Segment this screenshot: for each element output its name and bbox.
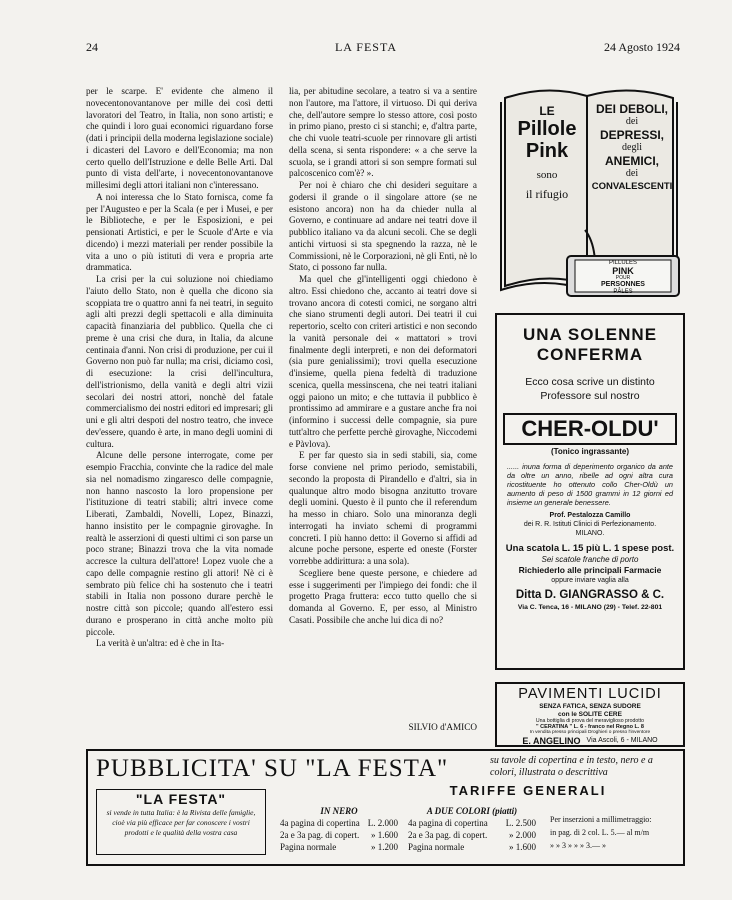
rates-millimetre bbox=[550, 813, 678, 852]
rate-row: 2a e 3a pag. di copert. » 2.000 bbox=[408, 830, 536, 840]
ad-intro: Professore sul nostro bbox=[540, 390, 640, 402]
ad-cher-oldu bbox=[495, 313, 685, 670]
la-festa-box bbox=[96, 789, 266, 855]
ad-pink-pills bbox=[497, 70, 681, 306]
author-signature: SILVIO d'AMICO bbox=[408, 722, 477, 732]
doctor-name: Prof. Pestalozza Camillo bbox=[549, 512, 631, 519]
rate-row: Pagina normale » 1.200 bbox=[280, 842, 398, 852]
rate-row: 2a e 3a pag. di copert. » 1.600 bbox=[280, 830, 398, 840]
vaglia-note: oppure inviare vaglia alla bbox=[551, 577, 629, 584]
ad-pavimenti-lucidi bbox=[495, 682, 685, 747]
ad-headline: CONFERMA bbox=[536, 345, 644, 364]
publicity-title: PUBBLICITA' SU "LA FESTA" bbox=[96, 755, 449, 782]
box-title: "LA FESTA" bbox=[135, 791, 227, 807]
rates-heading: A DUE COLORI (piatti) bbox=[426, 806, 518, 816]
article-column-1 bbox=[86, 86, 273, 650]
ad-publicity-rates bbox=[86, 749, 685, 866]
vendor-line bbox=[497, 736, 683, 746]
buy-note: Richiederlo alle principali Farmacie bbox=[518, 565, 662, 575]
price: Una scatola L. 15 più L. 1 spese post. bbox=[505, 543, 675, 554]
ad-line: con le SOLITE CERE bbox=[558, 710, 622, 718]
paragraph: Scegliere bene queste persone, e chiedere ad esse i suggerimenti per l'impiego dei fondi: che il progetto Praga fruttera: ecco tutto quello che si domanda al Governo. E, per esso, al Ministro Casati. Possibile che anche lui dica di no? bbox=[289, 567, 477, 625]
rate-row: Pagina normale » 1.600 bbox=[408, 842, 536, 852]
paragraph: Ma quel che gl'intelligenti oggi chiedono è altro. Essi chiedono che, accanto ai teatri dove si trovano ancora di cotesti comici, ne sorgano altri che siano strumenti degli autori. Dei teatri il cui repertorio, scelto con criteri artistici e non secondo la vanità personale dei « mattatori » trovi finalmente degli interpreti, e non dei deformatori (sia pure genialissimi); trovi quella esecuzione d'insieme, quella piena fedeltà di traduzione scenica, quella messinscena, che nei teatri italiani oggi paiono un mito; e che tuttavia il pubblico è prontissimo ad ammirare e a gustare anche fra noi (informino i successi delle compagnie, sia pure tutt'altro che perfette perchè girovaghe, Niccodemi e Pàvlova). bbox=[289, 274, 477, 449]
ad-intro: Ecco cosa scrive un distinto bbox=[525, 376, 655, 388]
ad-line: SENZA FATICA, SENZA SUDORE bbox=[539, 703, 641, 710]
ad-headline: UNA SOLENNE bbox=[522, 325, 658, 344]
paragraph: per le scarpe. E' evidente che almeno il novecentonovantanove per mille dei così detti lavoratori del Teatro, in Italia, non sono artisti; e che quindi i loro guai economici riguardano forse (dati i principii della moderna legislazione sociale) i dicasteri del Lavoro e dell'Economia; ma non certo quello dell'Istruzione e delle Belle Arti. Dal punto di vista dell'arte, i novecentonovantanove millesimi degli attori italiani non c'interessano. bbox=[86, 86, 273, 190]
brand-tag: (Tonico ingrassante) bbox=[550, 447, 630, 456]
vendor-address: Via Ascoli, 6 - MILANO bbox=[586, 736, 658, 744]
testimonial: ...... inuna forma di deperimento organico da ante da oltre un anno, ribelle ad ogni altra cura ricostituente ho ottenuto collo Cher-Oldù un aumento di peso di 1500 grammi in 12 giorni ed insieme un generale benessere. bbox=[507, 462, 673, 507]
rate-row: 4a pagina di copertina L. 2.000 bbox=[280, 818, 398, 828]
publicity-subtitle: su tavole di copertina e in testo, nero e a colori, illustrata o descrittiva bbox=[490, 755, 653, 778]
paragraph: Per noi è chiaro che chi desideri seguitare a godersi il grande o il singolare attore (se ne esistono ancora) non ha da chieder nulla al Governo, e continuare ad andare nei teatri dove il pubblico italiano va da alcuni secoli. Che se degli antichi virtuosi si sta spegnendo la razza, nè le Commissioni, nè le Corporazioni, nè gli Enti, nè lo Stato, ci possono far nulla. bbox=[289, 180, 477, 273]
rate-line: in pag. di 2 col. L. 5.— al m/m bbox=[550, 828, 650, 837]
ad-right-page: DEI DEBOLI, dei DEPRESSI, degli ANEMICI, dei CONVALESCENTI bbox=[591, 102, 673, 192]
company-name: Ditta D. GIANGRASSO & C. bbox=[515, 589, 665, 601]
vendor-name: E. ANGELINO bbox=[522, 735, 581, 746]
rate-row: 4a pagina di copertina L. 2.500 bbox=[408, 818, 536, 828]
box-text: si vende in tutta Italia: è la Rivista delle famiglie, cioè via più efficace per far conoscere i vostri prodotti e le qualità della vostra casa bbox=[106, 808, 256, 837]
issue-date: 24 Agosto 1924 bbox=[603, 40, 680, 54]
ad-left-page: LE Pillole Pink sono il rifugio bbox=[517, 104, 577, 201]
rates-heading: IN NERO bbox=[320, 806, 358, 816]
article-column-2 bbox=[289, 86, 477, 627]
paragraph: E per far questo sia in sedi stabili, sia, come forse conviene nel primo periodo, semistabili, secondo la proposta di Pirandello e d'altri, sia in qualunque altro modo bisogna anzitutto trovare degli uomini. Questo è il punto che il referendum ha messo in chiaro. Solo una minoranza degli interrogati ha inviato schemi di programmi concreti. I più hanno detto: il Governo si affidi ad alcune poche persone, esperte ed oneste (Forster vorrebbe addirittura: a una sola). bbox=[289, 450, 477, 566]
brand-name: CHER-OLDU' bbox=[521, 416, 659, 441]
page-number: 24 bbox=[86, 40, 98, 54]
doctor-role: dei R. R. Istituti Clinici di Perfezionamento. bbox=[523, 521, 657, 528]
ad-line: Una bottiglia di prova del meraviglioso prodotto bbox=[535, 718, 645, 724]
paragraph: Alcune delle persone interrogate, come per esempio Fracchia, convinte che la radice del male sia nel nomadismo zingaresco delle compagnie, non hanno nascosto la loro propensione per l'istituzione di teatri stabili; altri invece come Liberati, Zambaldi, Novelli, Lopez, Binazzi, hanno insistito per le compagnie girovaghe. In realtà le asserzioni di questi ultimi ci son parse un poco strane; Binazzi trova che la vita nomade accresce la cultura dell'attore! Lopez vuole che a capo delle compagnie restino gli attori! Nè ci è sembrato più felice chi ha sostenuto che i teatri stabili in Italia non possono durare perchè le nostre città son piccole; quando all'estero essi durano e prosperano in città anche molto più piccole. bbox=[86, 450, 273, 637]
pill-box-label: PILLULES PINK POUR PERSONNES PÂLES bbox=[601, 260, 645, 295]
brand-box bbox=[503, 413, 677, 445]
rates-two-colours bbox=[408, 805, 536, 853]
paragraph: La verità è un'altra: ed è che in Ita- bbox=[96, 638, 225, 649]
paragraph: lia, per abitudine secolare, a teatro si va a sentire non l'autore, ma l'attore, il virtuoso. Di qui deriva che, dell'autore sempre lo stesso attore, così posto in primo piano, presto ci si stanchi; e, d'altra parte, che chi vuole teatri-scuole per rinnovare gli artisti della scena, si senta rispondere: « a che serve la scuola, se i grandi attori si son sempre formati sul palcoscenico com'è? ». bbox=[289, 86, 477, 179]
rate-line: » » 3 » » » 3.— » bbox=[550, 841, 606, 850]
free-shipping: Sei scatole franche di porto bbox=[541, 555, 639, 564]
paragraph: La crisi per la cui soluzione noi chiediamo l'aiuto dello Stato, non è quella che dicono sia scoppiata tre o quattro anni fa nei teatri, in seguito agli alti prezzi degli spettacoli e alla diminuita capacità finanziaria del pubblico. Quella che ci preme è una crisi che dura, in Italia, da alcune centinaia d'anni. Non crisi di produzione, per cui il Governo non può far nulla; ma crisi, diciamo così, di esecuzione: la crisi dell'incultura, dell'istrionismo, della vanità e degli altri vizii secolari dei nostri attori, nonchè del fatale commercialismo dei nostri editori ed impresari; gli uni e gli altri despoti del nostro teatro, che invece dev'essere, quando è arte, in mano degli uomini di cultura. bbox=[86, 274, 273, 449]
ad-line: In vendita presso principali Droghieri o presso l'inventore bbox=[529, 730, 651, 735]
rates-black bbox=[280, 805, 398, 853]
paragraph: A noi interessa che lo Stato fornisca, come fa per l'Augusteo e per la Scala (e per i Musei, e per le Biblioteche, e per le Esposizioni, e pei pensionati Artistici, e per le Scuole d'Arte e via dicendo) i mezzi materiali per render possibile la vita a uno o più istituti di vera e propria arte drammatica. bbox=[86, 191, 273, 273]
ad-title: PAVIMENTI LUCIDI bbox=[518, 686, 662, 702]
doctor-city: MILANO. bbox=[575, 530, 605, 537]
tariffe-heading: TARIFFE GENERALI bbox=[449, 783, 607, 798]
rate-line: Per inserzioni a millimetraggio: bbox=[550, 815, 652, 824]
ad-line: " CERATINA " L. 6 - franco nel Regno L. 8 bbox=[536, 724, 644, 730]
company-address: Via C. Tenca, 16 - MILANO (29) - Telef. 22-801 bbox=[517, 604, 663, 611]
journal-title: LA FESTA bbox=[334, 40, 398, 54]
